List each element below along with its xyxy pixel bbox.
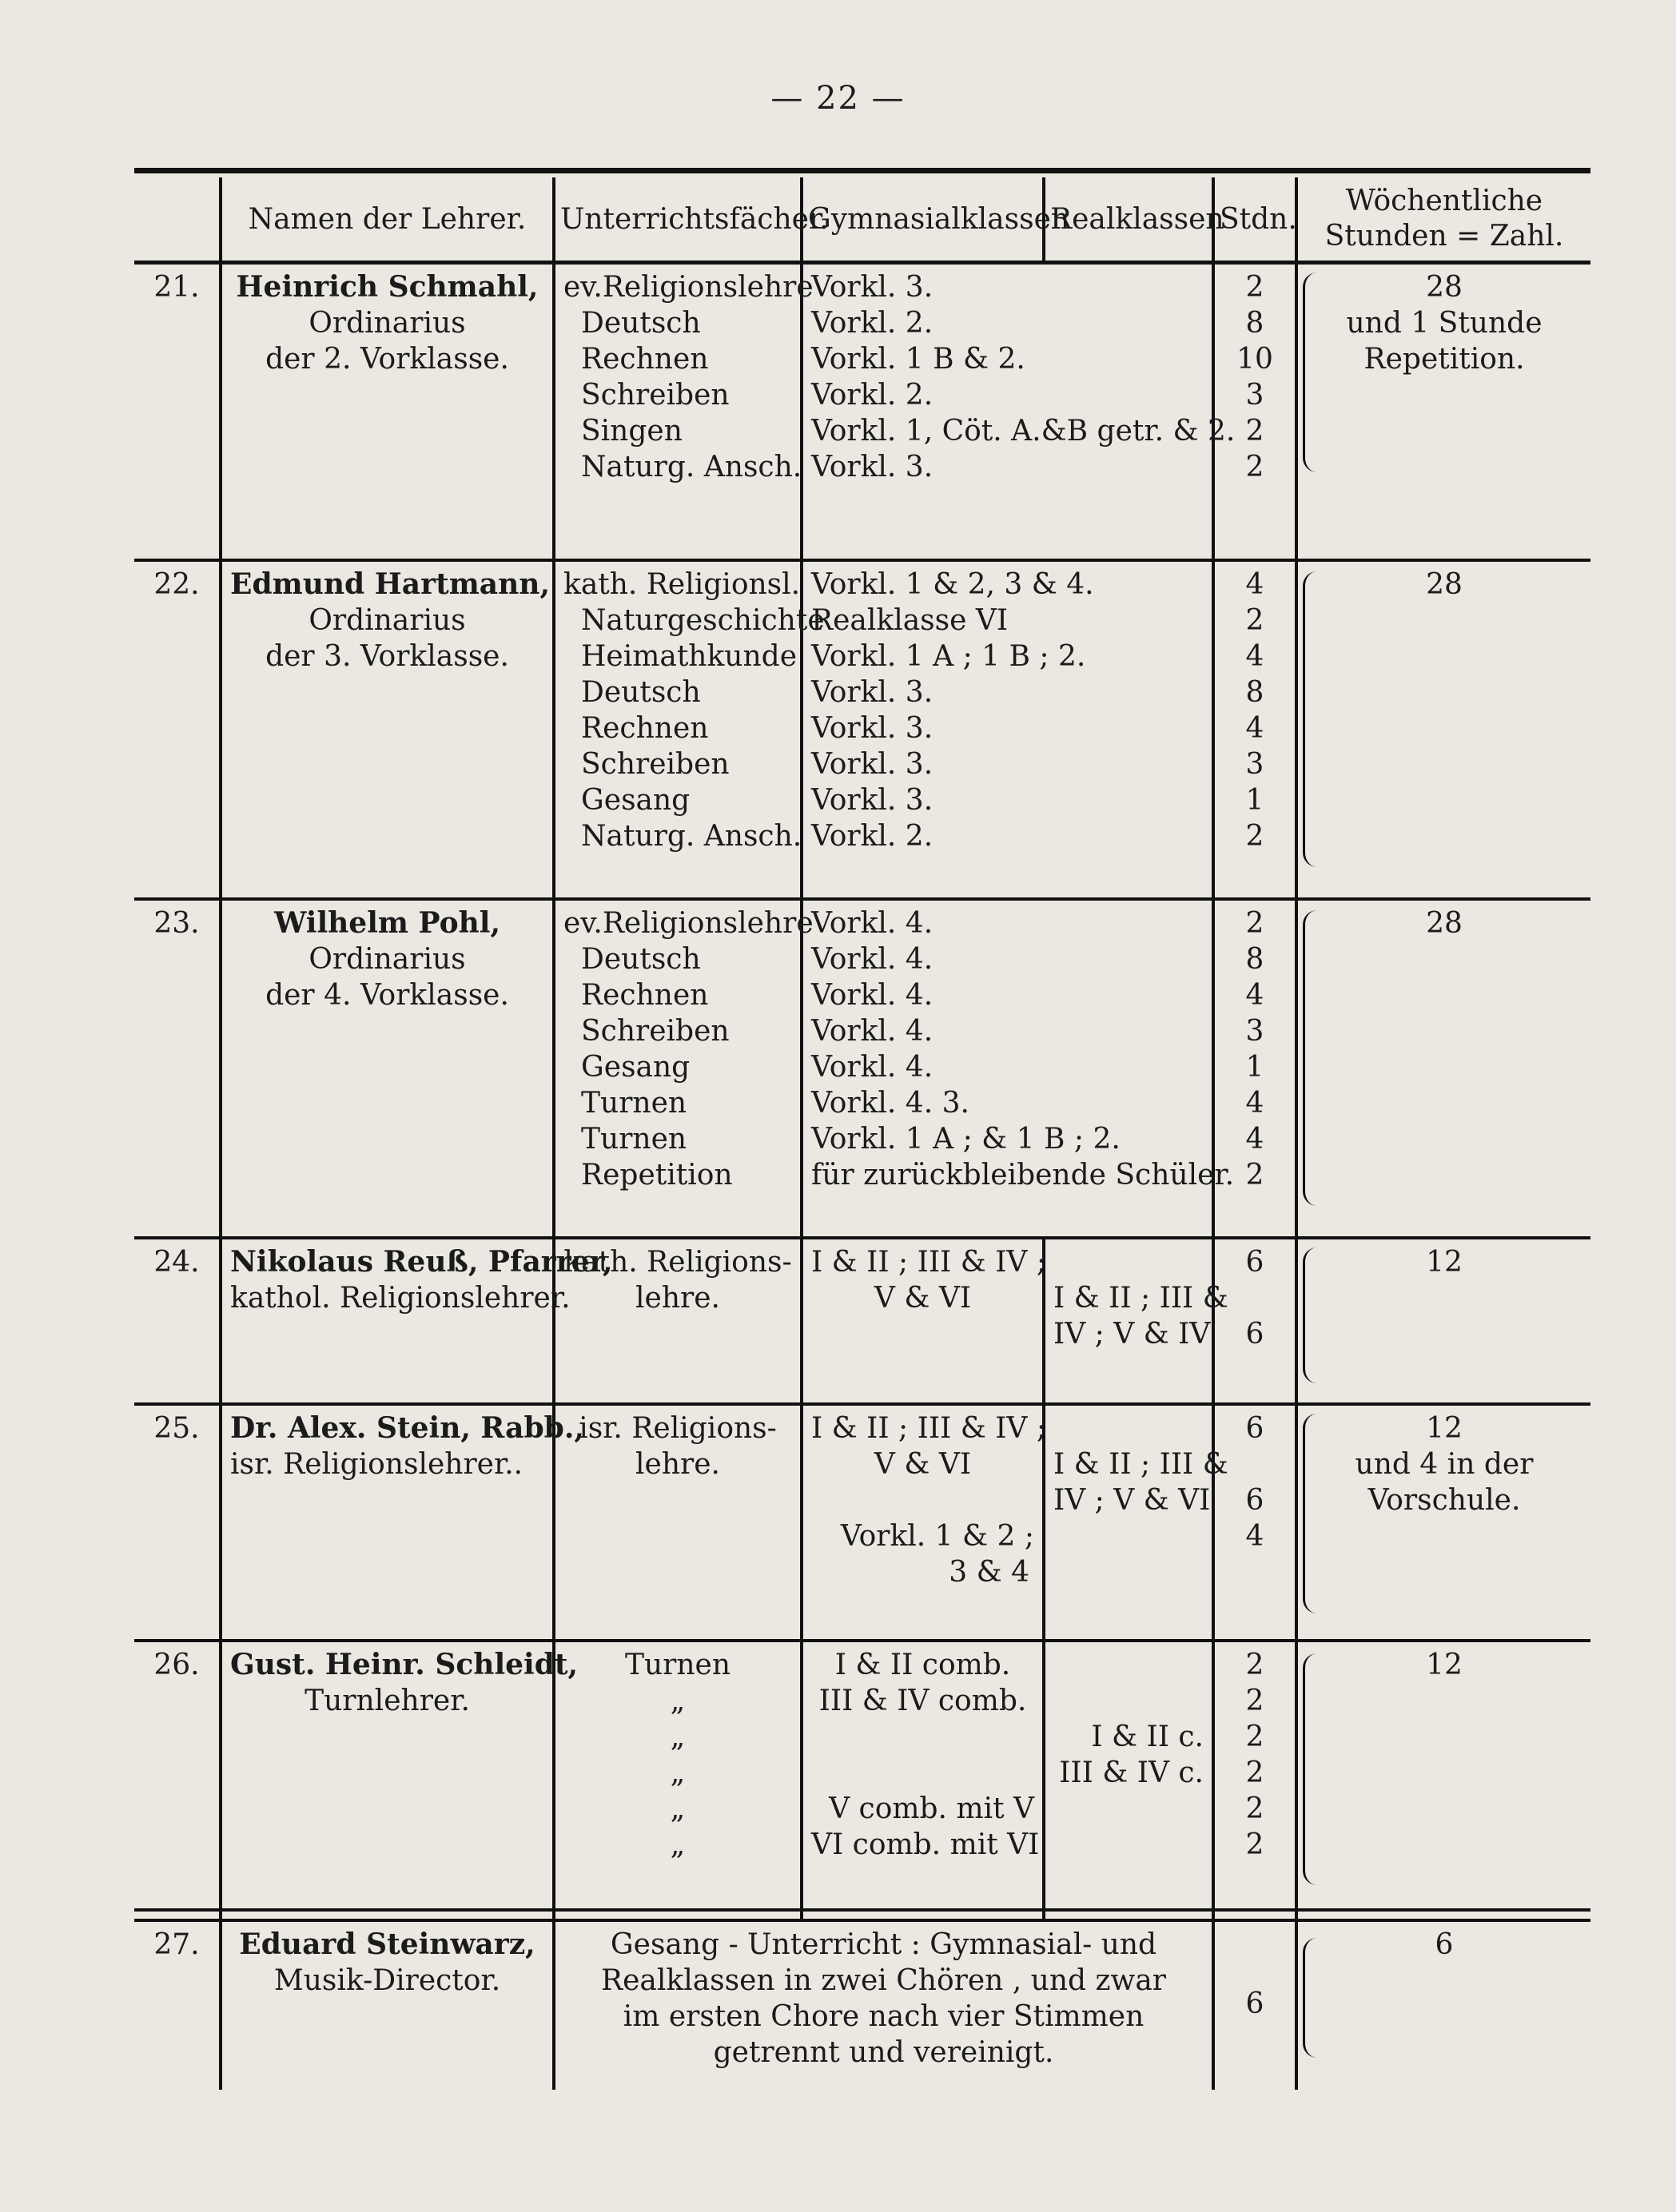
total-note: Repetition. [1363, 343, 1525, 376]
teacher-cell [221, 263, 554, 560]
row-number: 21. [134, 263, 221, 560]
class-entry: IV ; V & VI [1053, 1483, 1211, 1517]
class-entry: I & II ; III & [1053, 1281, 1228, 1315]
hours-value: 3 [1245, 379, 1264, 412]
teacher-cell [221, 1404, 584, 1641]
classes-cell [802, 560, 1213, 899]
class-entry: IV ; V & IV [1053, 1317, 1211, 1351]
teacher-role: Turnlehrer. [305, 1684, 470, 1717]
description-line: Realklassen in zwei Chören , und zwar [601, 1963, 1166, 1997]
total-value: 28 [1426, 271, 1463, 304]
total-cell [1296, 1641, 1590, 1920]
subject: Naturgeschichte [581, 603, 825, 637]
subject: Deutsch [581, 942, 701, 976]
subject: Schreiben [581, 379, 730, 412]
hours-value: 2 [1245, 819, 1264, 853]
gym-cell [802, 1404, 1044, 1641]
hours-value: 2 [1245, 271, 1264, 304]
class-entry: 3 & 4 [949, 1555, 1029, 1589]
hours-value: 4 [1245, 1086, 1264, 1120]
class-entry: Vorkl. 3. [811, 747, 934, 781]
class-entry: Vorkl. 4. [811, 1014, 934, 1048]
subject: ev.Religionslehre [563, 271, 814, 304]
class-entry: Vorkl. 1 B & 2. [811, 343, 1025, 376]
class-entry: Vorkl. 2. [811, 379, 934, 412]
bottom-rule [134, 1908, 1590, 1912]
teacher-role: isr. Religionslehrer.. [230, 1447, 524, 1481]
subject: Rechnen [581, 978, 709, 1012]
table-row [134, 1920, 1590, 2090]
real-cell [1044, 1641, 1213, 1920]
class-entry: Vorkl. 4. [811, 978, 934, 1012]
hours-value: 1 [1245, 783, 1264, 817]
hours-value: 6 [1245, 1317, 1264, 1351]
hours-value: 4 [1245, 711, 1264, 745]
header-nr [134, 177, 221, 263]
subject: Gesang [581, 783, 691, 817]
hours-value: 2 [1245, 1648, 1264, 1681]
subject: Turnen [581, 1122, 687, 1156]
top-rule [134, 168, 1590, 173]
hours-value: 6 [1245, 1411, 1264, 1445]
teacher-class: der 2. Vorklasse. [265, 343, 509, 376]
header-weekly-line-1: Wöchentliche [1345, 185, 1543, 217]
ditto-mark: „ [670, 1720, 686, 1753]
header-weekly [1296, 177, 1590, 263]
hours-value: 1 [1245, 1050, 1264, 1084]
hours-value: 2 [1245, 415, 1264, 448]
subjects-cell [554, 560, 825, 899]
class-entry: I & II ; III & IV ; [811, 1411, 1046, 1445]
description-line: im ersten Chore nach vier Stimmen [623, 1999, 1145, 2033]
subjects-cell [554, 263, 814, 560]
table-row [134, 1404, 1590, 1641]
hours-value: 3 [1245, 747, 1264, 781]
class-entry: Vorkl. 1 & 2, 3 & 4. [811, 567, 1094, 601]
ditto-mark: „ [670, 1792, 686, 1825]
hours-cell [1213, 560, 1296, 899]
subject: Rechnen [581, 711, 709, 745]
teacher-name: Dr. Alex. Stein, Rabb., [230, 1410, 584, 1445]
teacher-name: Edmund Hartmann, [230, 567, 550, 601]
hours-value: 2 [1245, 603, 1264, 637]
hours-value: 2 [1245, 1828, 1264, 1861]
subject: Turnen [624, 1648, 731, 1681]
class-entry: Vorkl. 2. [811, 307, 934, 340]
class-entry: V comb. mit V [829, 1792, 1034, 1825]
class-entry: Vorkl. 3. [811, 271, 934, 304]
class-entry: V & VI [874, 1281, 972, 1315]
teacher-role: Musik-Director. [273, 1963, 501, 1997]
hours-cell [1213, 1238, 1296, 1404]
header-real: Realklassen [1044, 177, 1213, 263]
class-entry: VI comb. mit VI [811, 1828, 1040, 1861]
class-entry: Vorkl. 1 A ; & 1 B ; 2. [811, 1122, 1121, 1156]
class-entry: V & VI [874, 1447, 972, 1481]
class-entry: Vorkl. 1 & 2 ; [840, 1519, 1034, 1553]
hours-value: 6 [1245, 1483, 1264, 1517]
header-subjects: Unterrichtsfächer. [554, 177, 802, 263]
total-note: und 1 Stunde [1346, 307, 1543, 340]
total-value: 28 [1426, 567, 1463, 601]
teacher-cell [221, 560, 554, 899]
header-row [134, 177, 1590, 263]
subject: Schreiben [581, 747, 730, 781]
class-entry: Vorkl. 3. [811, 783, 934, 817]
brace-mark [1303, 571, 1321, 867]
subjects-cell [554, 899, 814, 1238]
hours-value: 10 [1236, 343, 1273, 376]
subject: kath. Religionsl. [563, 567, 801, 601]
subject: Deutsch [581, 307, 701, 340]
brace-mark [1303, 910, 1321, 1206]
teacher-role: Ordinarius [309, 307, 466, 340]
hours-value: 2 [1245, 1792, 1264, 1825]
hours-value [1223, 1446, 1287, 1482]
teacher-name: Eduard Steinwarz, [239, 1927, 535, 1961]
class-entry: III & IV c. [1059, 1756, 1204, 1789]
total-cell [1296, 560, 1590, 899]
total-cell [1296, 1238, 1590, 1404]
class-entry: Vorkl. 3. [811, 675, 934, 709]
header-gym: Gymnasialklassen [802, 177, 1044, 263]
class-entry: Vorkl. 4. [811, 942, 934, 976]
table-row [134, 1641, 1590, 1920]
subject: Schreiben [581, 1014, 730, 1048]
hours-value: 2 [1245, 1158, 1264, 1192]
teacher-name: Wilhelm Pohl, [273, 905, 501, 940]
total-cell [1296, 1920, 1590, 2090]
table-row [134, 263, 1590, 560]
teacher-cell [221, 1238, 613, 1404]
hours-value: 6 [1245, 1987, 1264, 2020]
subject: isr. Religions- [579, 1411, 777, 1445]
class-entry: Vorkl. 1 A ; 1 B ; 2. [811, 639, 1086, 673]
class-entry: I & II comb. [834, 1648, 1011, 1681]
classes-cell [802, 263, 1236, 560]
hours-value: 8 [1245, 675, 1264, 709]
subject: Heimathkunde [581, 639, 797, 673]
table-row [134, 560, 1590, 899]
row-number: 24. [134, 1238, 221, 1404]
header-weekly-line-2: Stunden = Zahl. [1324, 220, 1564, 253]
description-line: getrennt und vereinigt. [713, 2035, 1054, 2069]
class-entry: Vorkl. 2. [811, 819, 934, 853]
teacher-name: Nikolaus Reuß, Pfarrer, [230, 1244, 613, 1279]
brace-mark [1303, 1414, 1321, 1613]
real-cell [1044, 1238, 1228, 1404]
subject: lehre. [635, 1281, 720, 1315]
teacher-schedule-table [134, 177, 1590, 2090]
ditto-mark: „ [670, 1756, 686, 1789]
gym-cell [802, 1641, 1044, 1920]
total-value: 12 [1426, 1648, 1463, 1681]
subjects-cell [554, 1641, 802, 1920]
merged-description-cell [554, 1920, 1213, 2090]
brace-mark [1303, 1938, 1321, 2058]
total-value: 6 [1435, 1928, 1454, 1961]
class-entry: Vorkl. 4. [811, 906, 934, 940]
row-number: 23. [134, 899, 221, 1238]
hours-value: 4 [1245, 567, 1264, 601]
total-cell [1296, 263, 1590, 560]
class-entry: Vorkl. 4. [811, 1050, 934, 1084]
table-row [134, 899, 1590, 1238]
total-cell [1296, 1404, 1590, 1641]
subject: Deutsch [581, 675, 701, 709]
class-entry: I & II c. [1091, 1720, 1204, 1753]
row-number: 27. [153, 1928, 200, 1961]
subject: Singen [581, 415, 683, 448]
class-entry: Vorkl. 3. [811, 711, 934, 745]
hours-cell [1213, 1641, 1296, 1920]
classes-cell [802, 899, 1235, 1238]
total-cell [1296, 899, 1590, 1238]
hours-value [1223, 1280, 1287, 1316]
subject: Naturg. Ansch. [581, 819, 802, 853]
class-entry: Vorkl. 1, Cöt. A.&B getr. & 2. [811, 415, 1236, 448]
brace-mark [1303, 273, 1321, 472]
row-number: 22. [134, 560, 221, 899]
hours-value: 4 [1245, 1122, 1264, 1156]
hours-value: 8 [1245, 942, 1264, 976]
hours-cell [1213, 1920, 1296, 2090]
table-row [134, 1238, 1590, 1404]
class-entry: I & II ; III & [1053, 1447, 1228, 1481]
brace-mark [1303, 1653, 1321, 1885]
subjects-cell [554, 1404, 802, 1641]
real-cell [1044, 1404, 1228, 1641]
subject: Naturg. Ansch. [581, 451, 802, 483]
teacher-role: Ordinarius [309, 603, 466, 637]
hours-value: 4 [1245, 978, 1264, 1012]
teacher-cell [221, 899, 554, 1238]
teacher-name: Gust. Heinr. Schleidt, [230, 1647, 579, 1681]
ditto-mark: „ [670, 1684, 686, 1717]
subjects-cell [554, 1238, 802, 1404]
subject: kath. Religions- [563, 1245, 792, 1279]
hours-cell [1213, 263, 1296, 560]
hours-value: 2 [1245, 1720, 1264, 1753]
class-entry: Realklasse VI [811, 603, 1009, 637]
row-number: 26. [134, 1641, 221, 1920]
teacher-cell [221, 1920, 554, 2090]
hours-value: 2 [1245, 906, 1264, 940]
subject: Rechnen [581, 343, 709, 376]
header-teacher: Namen der Lehrer. [221, 177, 554, 263]
gym-cell [802, 1238, 1044, 1404]
teacher-cell [221, 1641, 579, 1920]
brace-mark [1303, 1247, 1321, 1383]
subject: Gesang [581, 1050, 691, 1084]
total-value: 12 [1426, 1245, 1463, 1279]
subject: lehre. [635, 1447, 720, 1481]
subject: ev.Religionslehre [563, 906, 814, 940]
class-entry: I & II ; III & IV ; [811, 1245, 1046, 1279]
hours-value: 4 [1245, 1519, 1264, 1553]
ditto-mark: „ [670, 1828, 686, 1861]
hours-cell [1213, 1404, 1296, 1641]
page-number: — 22 — [770, 80, 906, 117]
total-value: 28 [1426, 906, 1463, 940]
hours-value: 6 [1245, 1245, 1264, 1279]
header-hours: Stdn. [1213, 177, 1296, 263]
teacher-class: der 3. Vorklasse. [265, 639, 509, 673]
total-note: Vorschule. [1367, 1483, 1521, 1517]
hours-value: 3 [1245, 1014, 1264, 1048]
teacher-class: der 4. Vorklasse. [265, 978, 509, 1012]
teacher-name: Heinrich Schmahl, [236, 270, 539, 304]
class-entry: für zurückbleibende Schüler. [811, 1158, 1235, 1192]
teacher-role: Ordinarius [309, 942, 466, 976]
subject: Repetition [581, 1158, 733, 1192]
class-entry: Vorkl. 4. 3. [811, 1086, 969, 1120]
total-value: 12 [1426, 1411, 1463, 1445]
subject: Turnen [581, 1086, 687, 1120]
row-number: 25. [134, 1404, 221, 1641]
total-note: und 4 in der [1355, 1447, 1534, 1481]
teacher-role: kathol. Religionslehrer. [230, 1281, 571, 1315]
hours-value: 2 [1245, 451, 1264, 483]
hours-value: 4 [1245, 639, 1264, 673]
hours-value: 8 [1245, 307, 1264, 340]
description-line: Gesang - Unterricht : Gymnasial- und [610, 1928, 1157, 1961]
class-entry: Vorkl. 3. [811, 451, 934, 483]
hours-value: 2 [1245, 1756, 1264, 1789]
hours-value: 2 [1245, 1684, 1264, 1717]
class-entry: III & IV comb. [818, 1684, 1027, 1717]
